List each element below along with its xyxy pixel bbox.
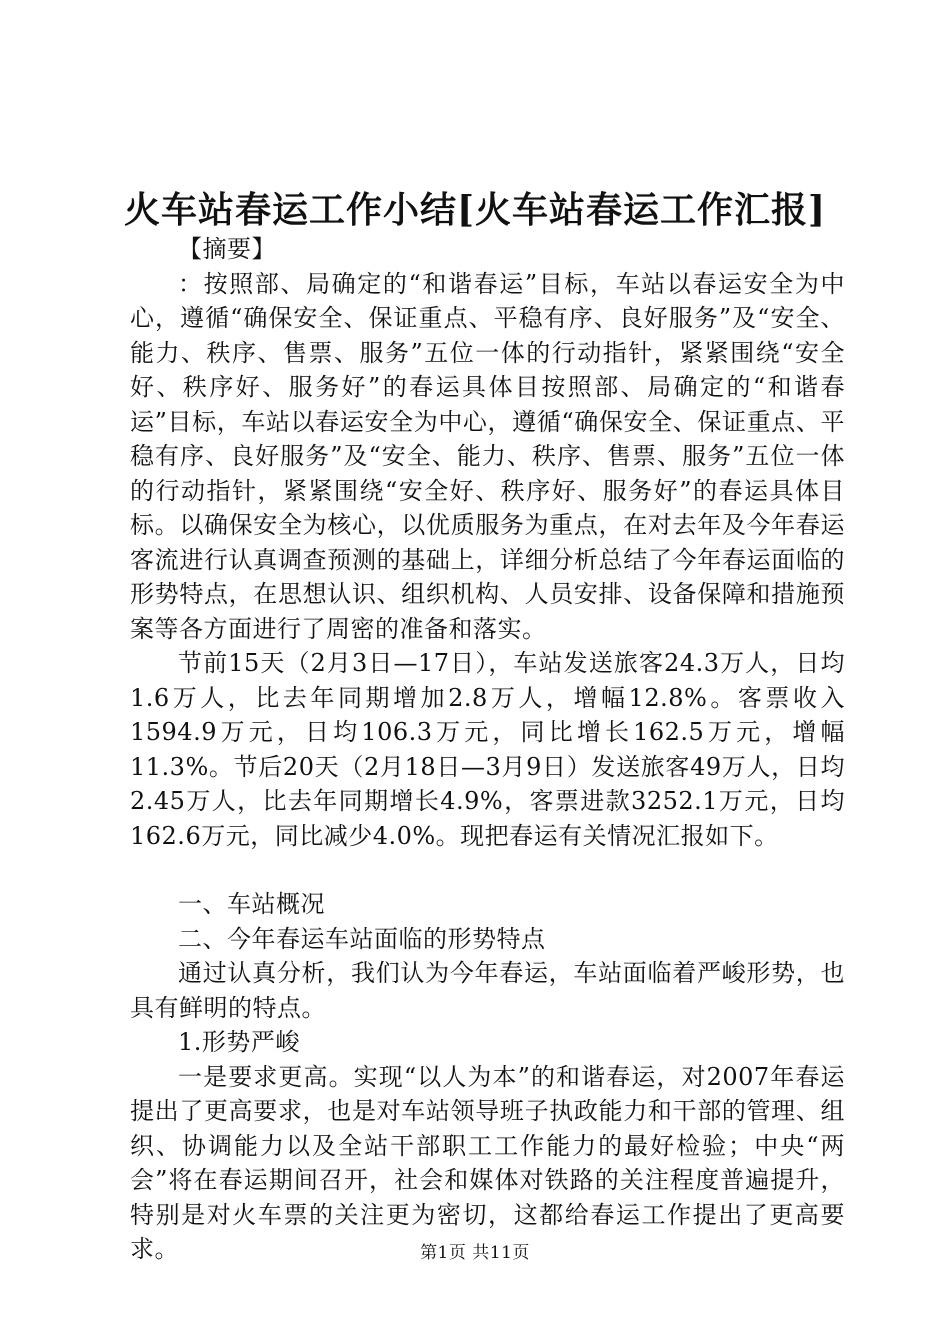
page-number-footer: 第1页 共11页	[420, 1243, 530, 1263]
section-heading-1: 一、车站概况	[178, 890, 325, 918]
subsection-heading-1: 1.形势严峻	[178, 1028, 300, 1056]
section-2-intro: 通过认真分析，我们认为今年春运，车站面临着严峻形势，也具有鲜明的特点。	[130, 959, 845, 1022]
abstract-label: 【摘要】	[178, 235, 276, 263]
subsection-1-paragraph: 一是要求更高。实现“以人为本”的和谐春运，对2007年春运提出了更高要求，也是对车站领导班子执政能力和干部的管理、组织、协调能力以及全站干部职工工作能力的最好检验；中央“两会”将在春运期间召开，社会和媒体对铁路的关注程度普遍提升，特别是对火车票的关注更为密切，这都给春运工作提出了更高要求。	[130, 1062, 845, 1263]
paragraph-gap	[130, 853, 845, 887]
section-heading-2: 二、今年春运车站面临的形势特点	[178, 924, 546, 953]
document-title: 火车站春运工作小结[火车站春运工作汇报]	[123, 189, 827, 231]
abstract-paragraph: ：按照部、局确定的“和谐春运”目标，车站以春运安全为中心，遵循“确保安全、保证重点、平稳有序、良好服务”及“安全、能力、秩序、售票、服务”五位一体的行动指针，紧紧围绕“安全好、秩序好、服务好”的春运具体目按照部、局确定的“和谐春运”目标，车站以春运安全为中心，遵循“确保安全、保证重点、平稳有序、良好服务”及“安全、能力、秩序、售票、服务”五位一体的行动指针，紧紧围绕“安全好、秩序好、服务好”的春运具体目标。以确保安全为核心，以优质服务为重点，在对去年及今年春运客流进行认真调查预测的基础上，详细分析总结了今年春运面临的形势特点，在思想认识、组织机构、人员安排、设备保障和措施预案等各方面进行了周密的准备和落实。	[130, 269, 845, 643]
document-body	[130, 232, 845, 1267]
statistics-paragraph: 节前15天（2月3日—17日），车站发送旅客24.3万人，日均1.6万人，比去年同期增加2.8万人，增幅12.8%。客票收入1594.9万元，日均106.3万元，同比增长162.5万元，增幅11.3%。节后20天（2月18日—3月9日）发送旅客49万人，日均2.45万人，比去年同期增长4.9%，客票进款3252.1万元，日均162.6万元，同比减少4.0%。现把春运有关情况汇报如下。	[130, 649, 845, 850]
